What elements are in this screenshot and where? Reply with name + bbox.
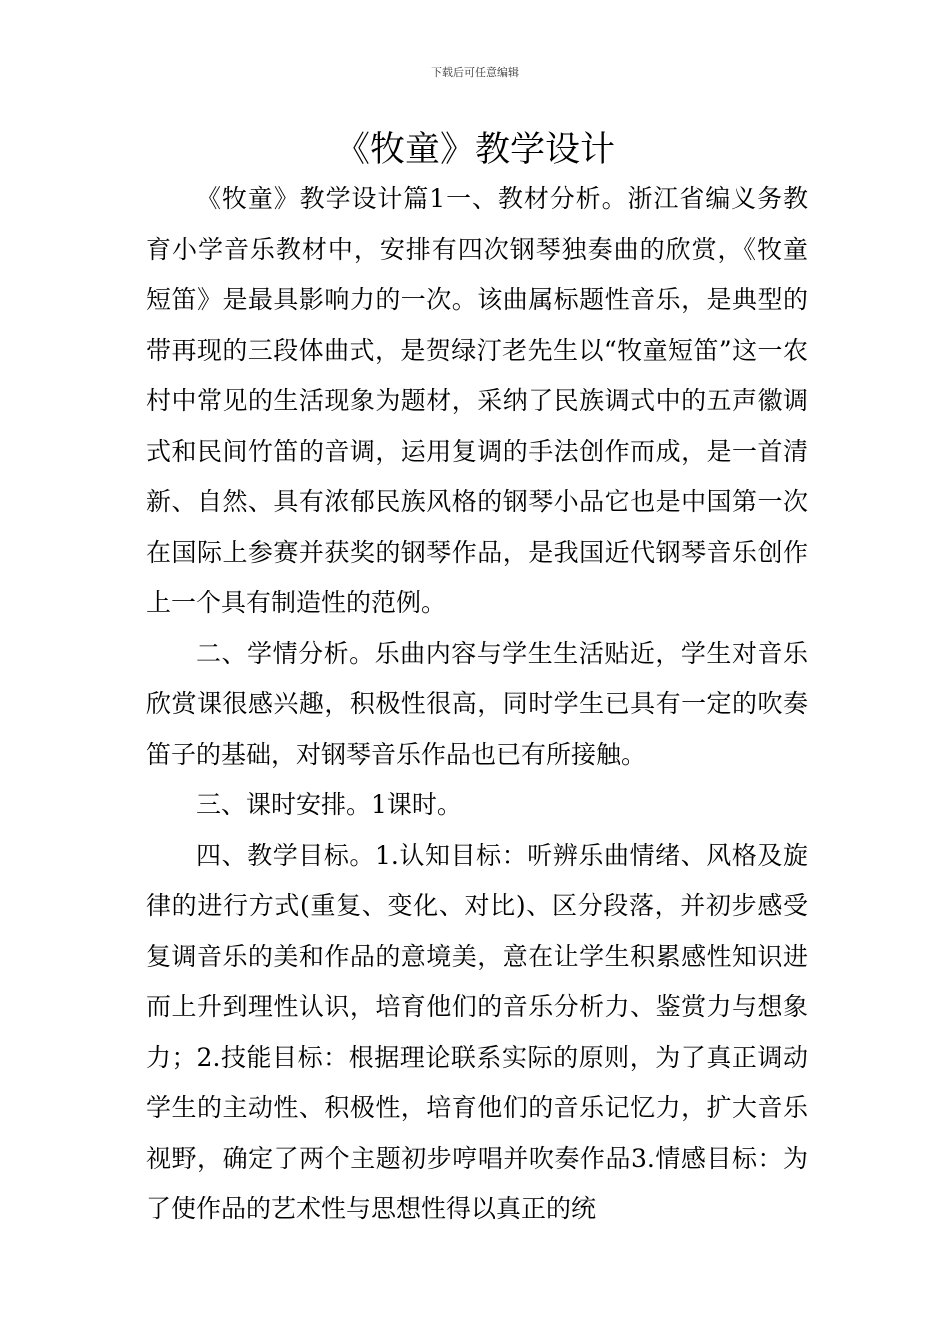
- paragraph-lesson-schedule: 三、课时安排。1课时。: [196, 790, 462, 819]
- header-note: 下载后可任意编辑: [431, 66, 519, 79]
- document-title: 《牧童》教学设计: [334, 130, 615, 170]
- paragraph-materials-analysis: 《牧童》教学设计篇1一、教材分析。浙江省编义务教育小学音乐教材中，安排有四次钢琴独奏曲的欣赏，《牧童短笛》是最具影响力的一次。该曲属标题性音乐，是典型的带再现的三段体曲式，是贺绿汀老先生以“牧童短笛”这一农村中常见的生活现象为题材，采纳了民族调式中的五声徽调式和民间竹笛的音调，运用复调的手法创作而成，是一首清新、自然、具有浓郁民族风格的钢琴小品它也是中国第一次在国际上参赛并获奖的钢琴作品，是我国近代钢琴音乐创作上一个具有制造性的范例。: [146, 184, 808, 617]
- paragraph-learner-analysis: 二、学情分析。乐曲内容与学生生活贴近，学生对音乐欣赏课很感兴趣，积极性很高，同时学生已具有一定的吹奏笛子的基础，对钢琴音乐作品也已有所接触。: [146, 638, 808, 769]
- document-body: [146, 174, 808, 1235]
- paragraph-teaching-goals: 四、教学目标。1.认知目标：听辨乐曲情绪、风格及旋律的进行方式(重复、变化、对比)、区分段落，并初步感受复调音乐的美和作品的意境美，意在让学生积累感性知识进而上升到理性认识，培育他们的音乐分析力、鉴赏力与想象力；2.技能目标：根据理论联系实际的原则，为了真正调动学生的主动性、积极性，培育他们的音乐记忆力，扩大音乐视野，确定了两个主题初步哼唱并吹奏作品3.情感目标：为了使作品的艺术性与思想性得以真正的统: [146, 840, 808, 1223]
